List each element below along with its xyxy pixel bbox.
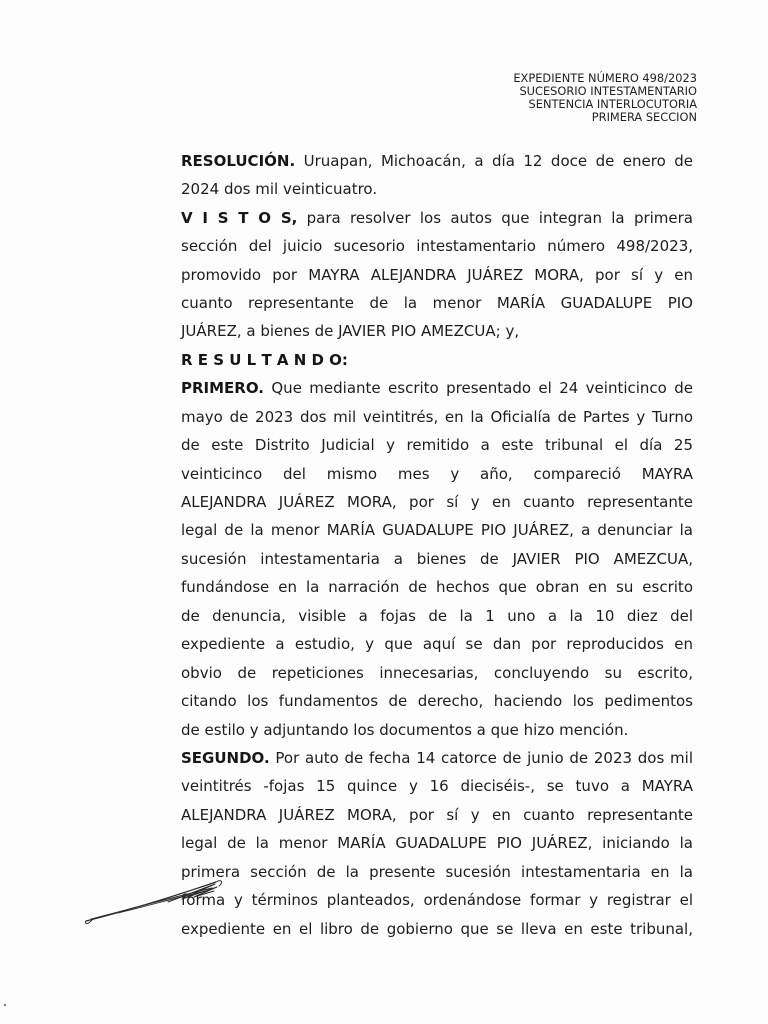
line-text: expediente a estudio, y que aquí se dan por reproducidos en [181,635,693,654]
resolucion-paragraph [181,147,693,204]
ruling-type: SENTENCIA INTERLOCUTORIA [528,96,697,111]
line-text: para resolver los autos que integran la primera [306,208,693,227]
signature-stroke [216,881,222,886]
text-line [181,801,693,829]
line-text: sucesión intestamentaria a bienes de JAVIER PIO AMEZCUA, [181,549,693,568]
line-text: primera sección de la presente sucesión intestamentaria en la [181,862,693,881]
line-text: promovido por MAYRA ALEJANDRA JUÁREZ MORA, por sí y en [181,265,693,284]
text-line [181,431,693,459]
line-text: cuanto representante de la menor MARÍA GUADALUPE PIO [181,293,693,312]
text-line [181,659,693,687]
text-line [181,204,693,232]
line-text: obvio de repeticiones innecesarias, concluyendo su escrito, [181,663,693,682]
text-line [181,232,693,260]
case-section: PRIMERA SECCION [591,109,697,124]
case-header [513,72,697,124]
line-text: Que mediante escrito presentado el 24 veinticinco de [271,379,693,398]
document-body [181,147,693,943]
text-line [181,147,693,175]
line-text: de este Distrito Judicial y remitido a este tribunal el día 25 [181,436,693,455]
scan-speck [4,1004,6,1006]
text-line [181,403,693,431]
signature-stroke [168,884,217,902]
text-line [181,687,693,715]
resultando-heading: R E S U L T A N D O: [181,350,348,369]
text-line [181,829,693,857]
primero-paragraph [181,374,693,744]
line-text: legal de la menor MARÍA GUADALUPE PIO JUÁREZ, iniciando la [181,834,693,853]
text-line [181,374,693,402]
line-text: veinticinco del mismo mes y año, compareció MAYRA [181,464,693,483]
line-text: veintitrés -fojas 15 quince y 16 dieciséis-, se tuvo a MAYRA [181,777,693,796]
text-line [181,460,693,488]
text-line [181,602,693,630]
line-text: fundándose en la narración de hechos que obran en su escrito [181,578,693,597]
line-text: citando los fundamentos de derecho, haciendo los pedimentos [181,692,693,711]
text-line [181,716,693,744]
text-line [181,289,693,317]
case-number: EXPEDIENTE NÚMERO 498/2023 [513,70,697,85]
line-text: JUÁREZ, a bienes de JAVIER PIO AMEZCUA; y, [181,322,520,341]
line-text: 2024 dos mil veinticuatro. [181,180,378,199]
text-line [181,744,693,772]
text-line [181,630,693,658]
text-line [181,488,693,516]
line-text: Uruapan, Michoacán, a día 12 doce de enero de [303,151,693,170]
line-text: de denuncia, visible a fojas de la 1 uno a la 10 diez del [181,606,693,625]
text-line [181,175,693,203]
primero-heading: PRIMERO. [181,379,264,398]
line-text: forma y términos planteados, ordenándose formar y registrar el [181,891,693,910]
line-text: ALEJANDRA JUÁREZ MORA, por sí y en cuanto representante [181,493,693,512]
text-line [181,261,693,289]
line-text: Por auto de fecha 14 catorce de junio de 2023 dos mil [275,748,693,767]
line-text: expediente en el libro de gobierno que se lleva en este tribunal, [181,919,693,938]
vistos-paragraph [181,204,693,346]
line-text: ALEJANDRA JUÁREZ MORA, por sí y en cuanto representante [181,805,693,824]
line-text: mayo de 2023 dos mil veintitrés, en la Oficialía de Partes y Turno [181,407,693,426]
resolucion-heading: RESOLUCIÓN. [181,151,296,170]
text-line [181,516,693,544]
segundo-paragraph [181,744,693,943]
text-line [181,858,693,886]
signature-scribble [78,858,228,928]
text-line [181,886,693,914]
resultando-heading-block [181,346,693,374]
vistos-heading: V I S T O S, [181,208,298,227]
text-line [181,915,693,943]
text-line [181,545,693,573]
line-text: de estilo y adjuntando los documentos a que hizo mención. [181,720,629,739]
text-line [181,573,693,601]
segundo-heading: SEGUNDO. [181,748,270,767]
text-line [181,317,693,345]
line-text: legal de la menor MARÍA GUADALUPE PIO JUÁREZ, a denunciar la [181,521,693,540]
line-text: sección del juicio sucesorio intestamentario número 498/2023, [181,237,693,256]
signature-stroke [91,888,212,919]
text-line [181,346,693,374]
case-type: SUCESORIO INTESTAMENTARIO [519,83,697,98]
text-line [181,772,693,800]
